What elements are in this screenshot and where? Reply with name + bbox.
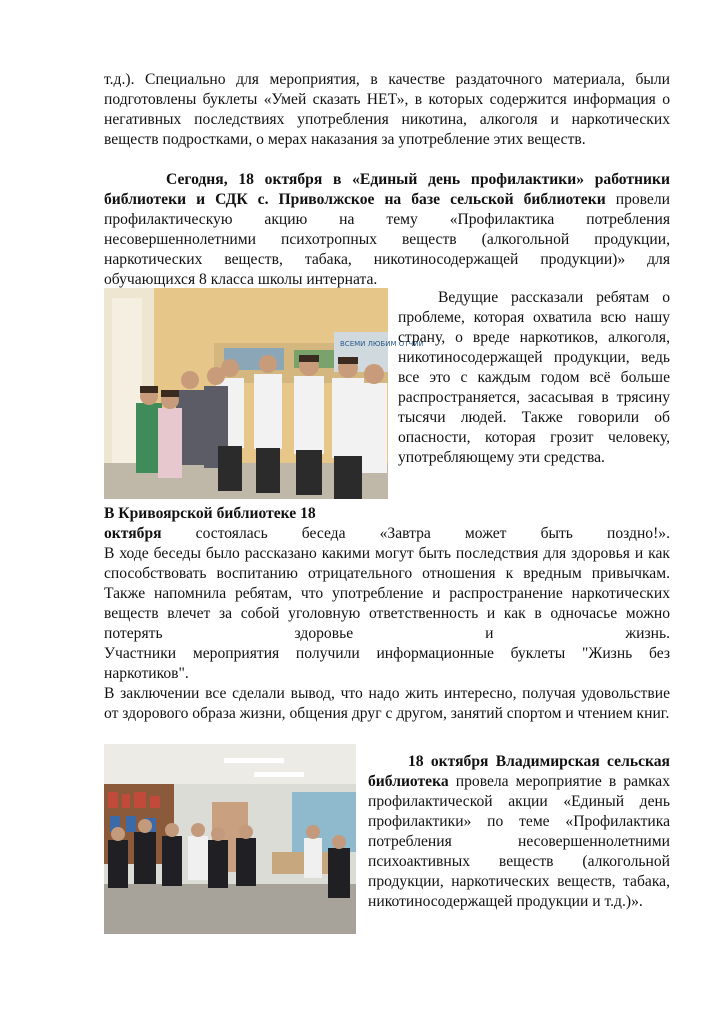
photo-illustration: [104, 744, 356, 934]
paragraph-text: Участники мероприятия получили информационные буклеты "Жизнь без наркотиков".: [104, 645, 670, 682]
paragraph-bold-lead: В Кривоярской библиотеке 18: [104, 505, 316, 522]
paragraph-bold-lead: 18 октября Владимирская сельская библиотека: [368, 753, 670, 790]
photo-illustration: [104, 288, 424, 499]
paragraph-booklets: [104, 70, 670, 150]
paragraph-text: В ходе беседы было рассказано какими могут быть последствия для здоровья и как способствовать воспитанию отрицательного отношения к вредным привычкам. Также напомнила ребятам, что употребление и распространение наркотических веществ влечет за собой уголовную ответственность и как в одночасье можно потерять здоровье и жизнь.: [104, 545, 670, 642]
paragraph-bold-lead: октября: [104, 525, 162, 542]
paragraph-text: провела мероприятие в рамках профилактической акции «Единый день профилактики» по теме «Профилактика потребления несовершеннолетними психоактивных веществ (алкогольной продукции, наркотических веществ, табака, никотиносодержащей продукции и т.д.)».: [368, 773, 670, 910]
paragraph-leaders: [398, 288, 670, 468]
paragraph-conclusion: В заключении все сделали вывод, что надо жить интересно, получая удовольствие от здорового образа жизни, общения друг с другом, занятий спортом и чтением книг.: [104, 685, 670, 722]
paragraph-krivoyarsk: [104, 504, 670, 724]
event-photo-vladimirskaya: [104, 744, 356, 934]
paragraph-text: состоялась беседа «Завтра может быть поздно!».: [161, 525, 670, 542]
paragraph-vladimirskaya: [368, 752, 670, 912]
paragraph-text: т.д.). Специально для мероприятия, в качестве раздаточного материала, были подготовлены буклеты «Умей сказать НЕТ», в которых содержится информация о негативных последствиях употребления никотина, алкоголя и наркотических веществ подростками, о мерах наказания за употребление этих веществ.: [104, 71, 670, 148]
paragraph-privolzhskoe: [104, 170, 670, 290]
event-photo-privolzhskoe: [104, 288, 424, 499]
paragraph-bold-lead: Сегодня, 18 октября в «Единый день профилактики» работники библиотеки и СДК с. Приволжское на базе сельской библиотеки: [104, 171, 670, 208]
paragraph-text: Ведущие рассказали ребятам о проблеме, которая охватила всю нашу страну, о вреде наркотиков, алкоголя, никотиносодержащей продукции, ведь все это с каждым годом всё больше распространяется, засасывая в трясину тысячи людей. Также говорили об опасности, которая грозит человеку, употребляющему эти средства.: [398, 289, 670, 466]
paragraph-text: провели профилактическую акцию на тему «Профилактика потребления несовершеннолетними психотропных веществ (алкогольной продукции, наркотических веществ, табака, никотиносодержащей продукции)» для обучающихся 8 класса школы интерната.: [104, 191, 670, 288]
photo-sign-text: ВСЕМИ ЛЮБИМ ОТЧИЙ: [340, 340, 424, 348]
